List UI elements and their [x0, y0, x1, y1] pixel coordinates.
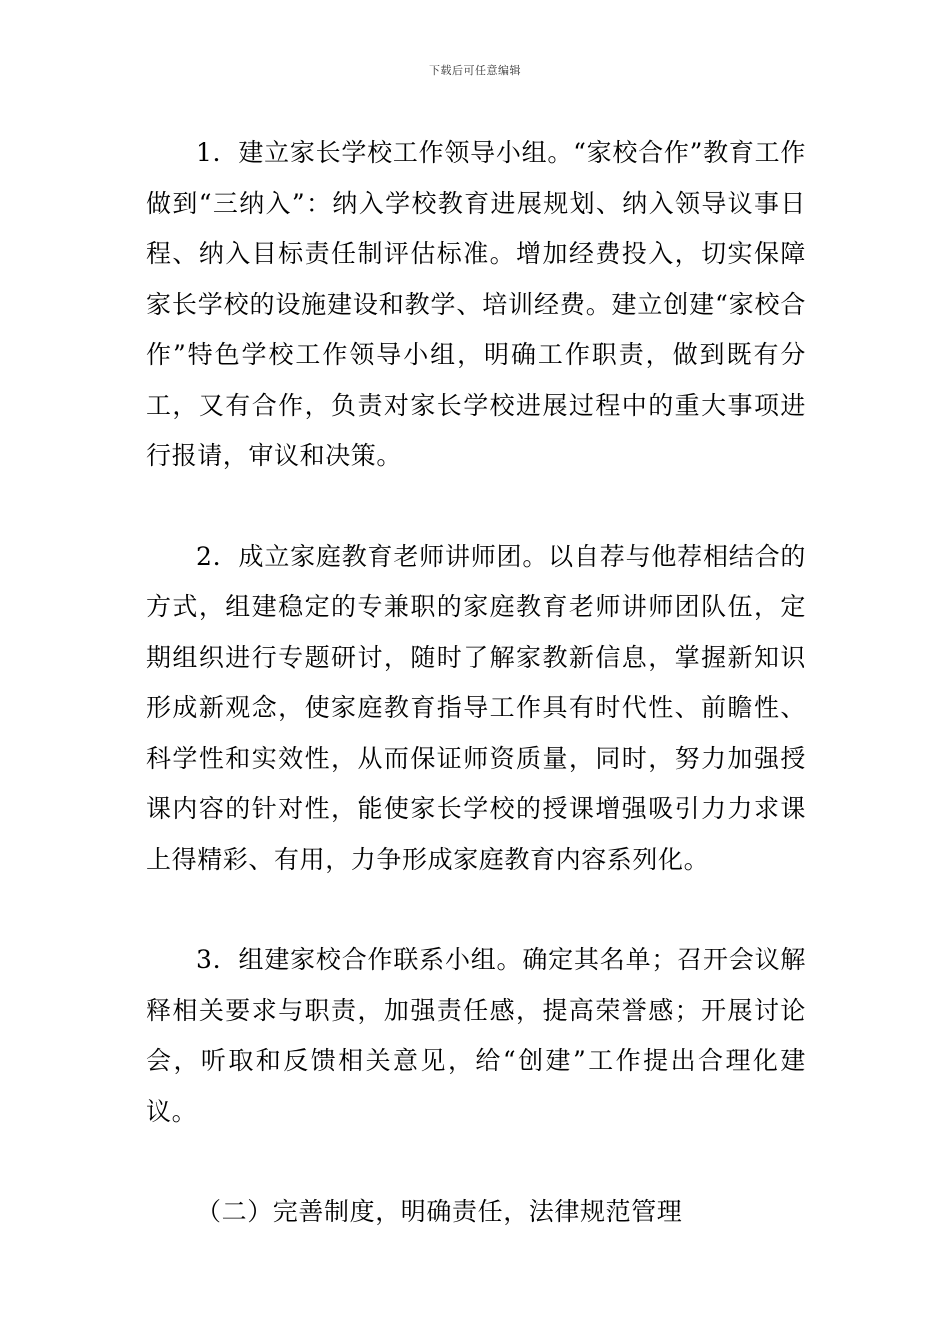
page-header-note: 下载后可任意编辑 — [429, 64, 521, 77]
paragraph-1: 1．建立家长学校工作领导小组。“家校合作”教育工作做到“三纳入”：纳入学校教育进展规划、纳入领导议事日程、纳入目标责任制评估标准。增加经费投入，切实保障家长学校的设施建设和教学、培训经费。建立创建“家校合作”特色学校工作领导小组，明确工作职责，做到既有分工，又有合作，负责对家长学校进展过程中的重大事项进行报请，审议和决策。 — [146, 138, 806, 470]
section-heading: （二）完善制度，明确责任，法律规范管理 — [196, 1197, 683, 1226]
paragraph-3: 3．组建家校合作联系小组。确定其名单；召开会议解释相关要求与职责，加强责任感，提高荣誉感；开展讨论会，听取和反馈相关意见，给“创建”工作提出合理化建议。 — [146, 945, 806, 1126]
paragraph-2: 2．成立家庭教育老师讲师团。以自荐与他荐相结合的方式，组建稳定的专兼职的家庭教育老师讲师团队伍，定期组织进行专题研讨，随时了解家教新信息，掌握新知识形成新观念，使家庭教育指导工作具有时代性、前瞻性、科学性和实效性，从而保证师资质量，同时，努力加强授课内容的针对性，能使家长学校的授课增强吸引力力求课上得精彩、有用，力争形成家庭教育内容系列化。 — [146, 541, 806, 874]
document-body — [146, 128, 806, 1238]
